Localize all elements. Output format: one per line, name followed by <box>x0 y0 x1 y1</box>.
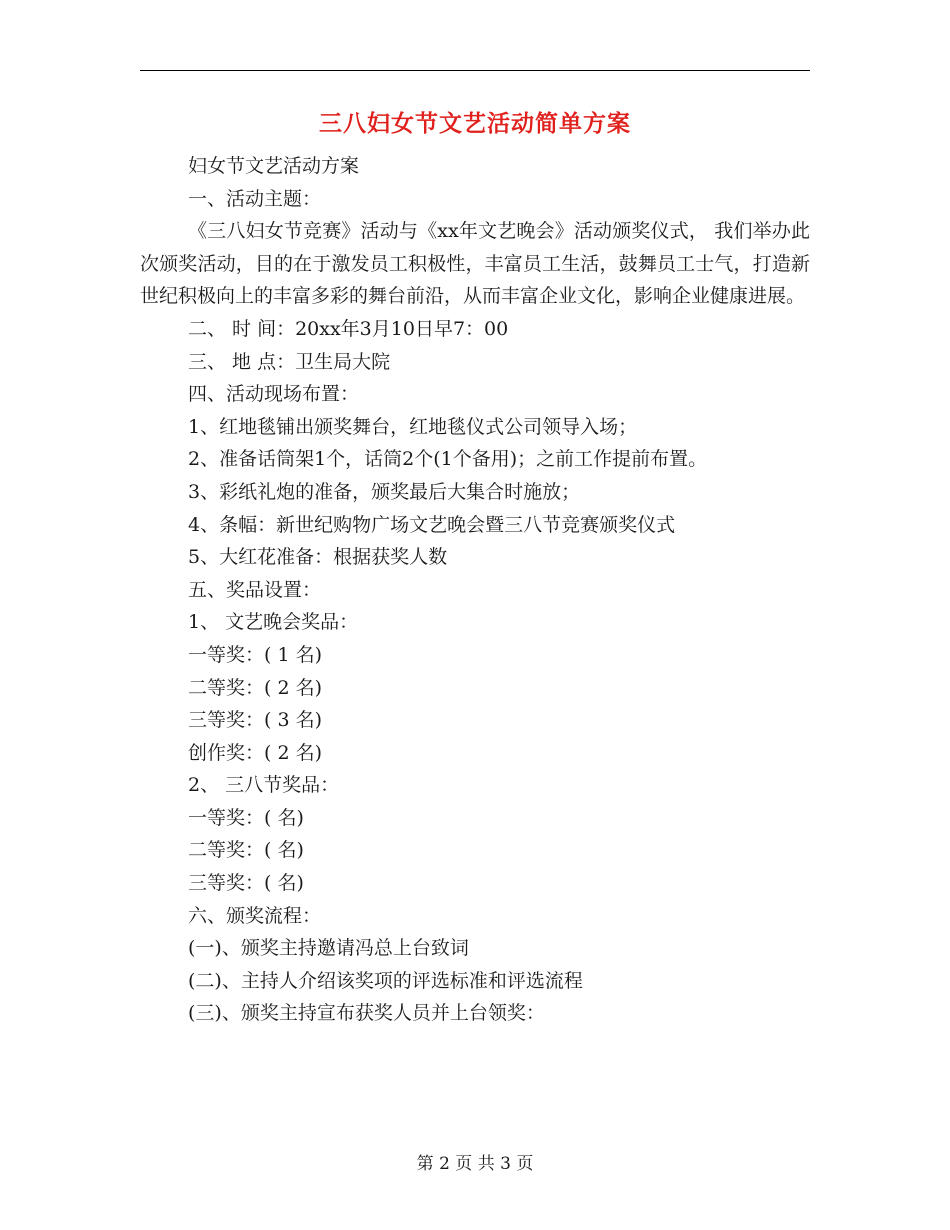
prize-line: 二等奖：( 名) <box>188 839 304 862</box>
time-line: 二、 时 间：20xx年3月10日早7：00 <box>188 317 509 340</box>
section-heading: 五、奖品设置： <box>188 578 322 601</box>
section-heading: 六、颁奖流程： <box>188 904 322 927</box>
list-item: 1、红地毯铺出颁奖舞台，红地毯仪式公司领导入场； <box>188 415 638 438</box>
location-line: 三、 地 点：卫生局大院 <box>188 350 391 373</box>
prize-line: 三等奖：( 3 名) <box>188 709 322 732</box>
section-heading: 一、活动主题： <box>188 187 322 210</box>
theme-paragraph: 《三八妇女节竞赛》活动与《xx年文艺晚会》活动颁奖仪式， 我们举办此次颁奖活动，目的在于激发员工积极性，丰富员工生活，鼓舞员工士气，打造新世纪积极向上的丰富多彩的舞台前沿，从而丰富企业文化，影响企业健康进展。 <box>140 220 810 308</box>
procedure-step: (三)、颁奖主持宣布获奖人员并上台领奖： <box>188 1002 545 1025</box>
text-line: 妇女节文艺活动方案 <box>188 155 360 177</box>
prize-line: 三等奖：( 名) <box>188 872 304 895</box>
prize-line: 二等奖：( 2 名) <box>188 676 322 699</box>
prize-line: 一等奖：( 名) <box>188 806 304 829</box>
page-number: 第 2 页 共 3 页 <box>416 1154 534 1174</box>
list-item: 3、彩纸礼炮的准备，颁奖最后大集合时施放； <box>188 480 581 503</box>
list-item: 1、 文艺晚会奖品： <box>188 611 359 634</box>
procedure-step: (一)、颁奖主持邀请冯总上台致词 <box>188 937 469 960</box>
document-body <box>140 150 810 1030</box>
list-item: 2、准备话筒架1个，话筒2个(1个备用)；之前工作提前布置。 <box>188 448 708 471</box>
procedure-step: (二)、主持人介绍该奖项的评选标准和评选流程 <box>188 969 583 992</box>
prize-line: 创作奖：( 2 名) <box>188 741 322 764</box>
list-item: 2、 三八节奖品： <box>188 774 340 797</box>
document-title: 三八妇女节文艺活动简单方案 <box>319 110 631 137</box>
header-rule <box>140 70 810 71</box>
list-item: 5、大红花准备：根据获奖人数 <box>188 546 448 569</box>
list-item: 4、条幅：新世纪购物广场文艺晚会暨三八节竞赛颁奖仪式 <box>188 513 676 536</box>
prize-line: 一等奖：( 1 名) <box>188 643 322 666</box>
section-heading: 四、活动现场布置： <box>188 383 360 406</box>
